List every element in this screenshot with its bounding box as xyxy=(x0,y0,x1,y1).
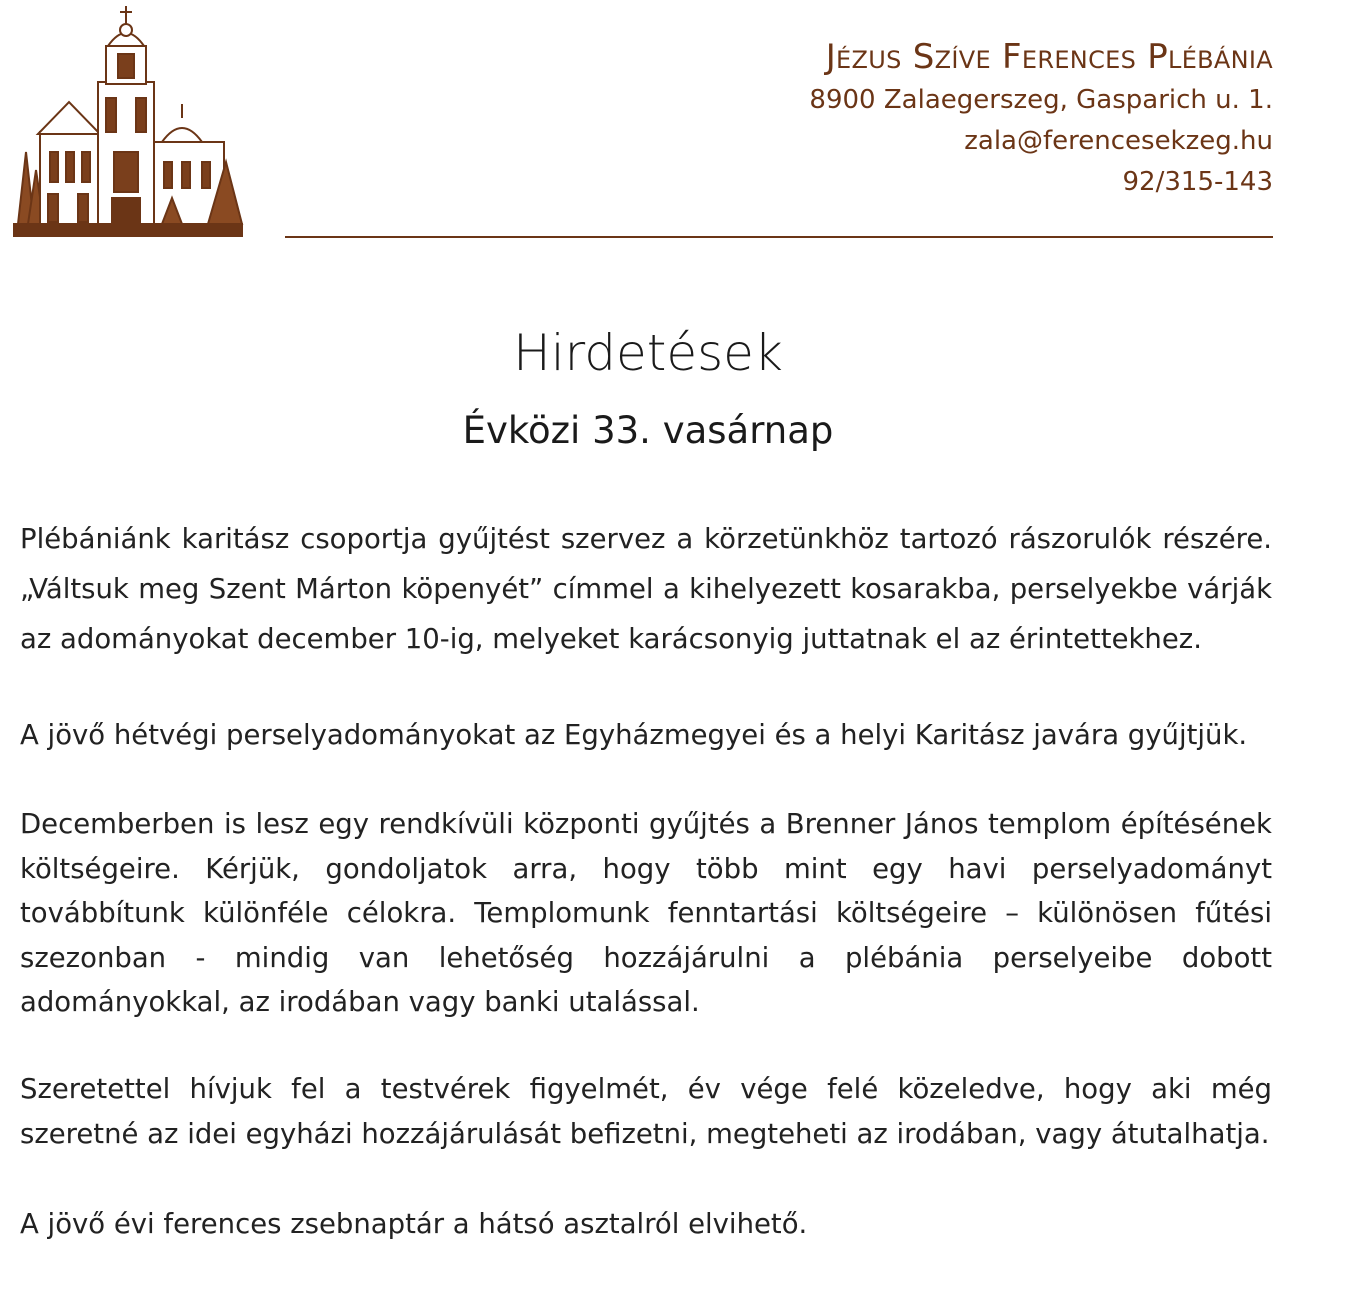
header-divider xyxy=(285,236,1273,238)
church-logo xyxy=(12,2,244,238)
announcement-paragraph: Decemberben is lesz egy rendkívüli központi gyűjtés a Brenner János templom építésének költségeire. Kérjük, gondoljatok arra, hogy több mint egy havi perselyadományt továbbítunk különféle célokra. Templomunk fenntartási költségeire – különösen fűtési szezonban - mindig van lehetőség hozzájárulni a plébánia perselyeibe dobott adományokkal, az irodában vagy banki utalással. xyxy=(20,808,1272,1018)
announcement-paragraph: A jövő hétvégi perselyadományokat az Egyházmegyei és a helyi Karitász javára gyűjtjük. xyxy=(20,719,1248,751)
parish-phone: 92/315-143 xyxy=(1122,167,1273,197)
parish-header xyxy=(809,34,1273,203)
announcement-paragraph: Plébániánk karitász csoportja gyűjtést szervez a körzetünkhöz tartozó rászorulók részére. „Váltsuk meg Szent Márton köpenyét” címmel a kihelyezett kosarakba, perselyekbe várják az adományokat december 10-ig, melyeket karácsonyig juttatnak el az érintettekhez. xyxy=(20,523,1272,655)
church-drawing-icon xyxy=(12,2,244,238)
announcement-paragraph: A jövő évi ferences zsebnaptár a hátsó asztalról elvihető. xyxy=(20,1208,808,1240)
parish-address: 8900 Zalaegerszeg, Gasparich u. 1. xyxy=(809,85,1273,115)
announcement-paragraph: Szeretettel hívjuk fel a testvérek figyelmét, év vége felé közeledve, hogy aki még szeretné az idei egyházi hozzájárulását befizetni, megteheti az irodában, vagy átutalhatja. xyxy=(20,1073,1272,1150)
page-title: Hirdetések xyxy=(513,324,783,382)
page-subtitle: Évközi 33. vasárnap xyxy=(462,409,834,452)
parish-email: zala@ferencesekzeg.hu xyxy=(964,126,1273,156)
parish-name: Jézus Szíve Ferences Plébánia xyxy=(825,37,1273,77)
